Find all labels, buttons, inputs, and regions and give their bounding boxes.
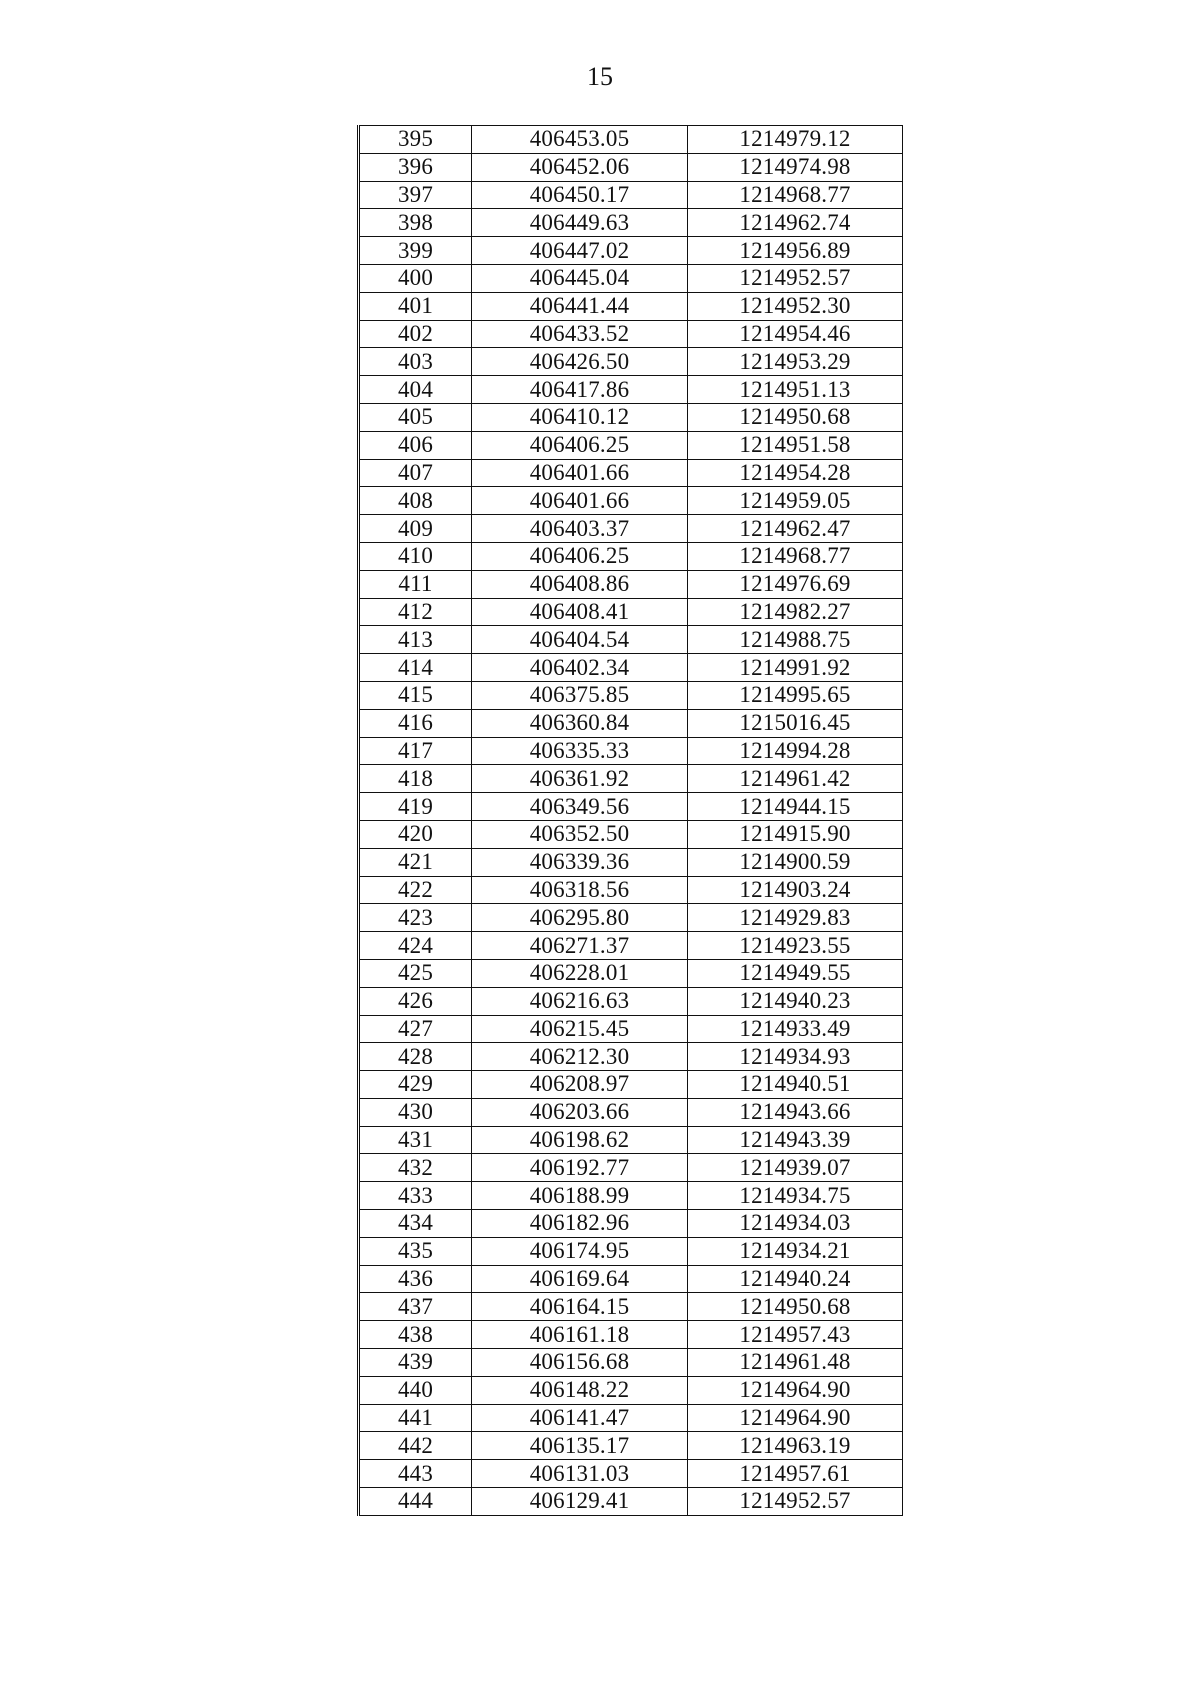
- point-number-cell: 438: [359, 1321, 472, 1349]
- x-coordinate-cell: 406453.05: [472, 126, 688, 154]
- x-coordinate-cell: 406215.45: [472, 1015, 688, 1043]
- point-number-cell: 414: [359, 654, 472, 682]
- x-coordinate-cell: 406417.86: [472, 376, 688, 404]
- y-coordinate-cell: 1214988.75: [688, 626, 903, 654]
- y-coordinate-cell: 1214929.83: [688, 904, 903, 932]
- x-coordinate-cell: 406188.99: [472, 1182, 688, 1210]
- point-number-cell: 412: [359, 598, 472, 626]
- point-number-cell: 411: [359, 570, 472, 598]
- x-coordinate-cell: 406129.41: [472, 1488, 688, 1516]
- point-number-cell: 435: [359, 1237, 472, 1265]
- table-row: [359, 348, 903, 376]
- y-coordinate-cell: 1214963.19: [688, 1432, 903, 1460]
- y-coordinate-cell: 1214957.61: [688, 1460, 903, 1488]
- y-coordinate-cell: 1214957.43: [688, 1321, 903, 1349]
- table-row: [359, 431, 903, 459]
- x-coordinate-cell: 406141.47: [472, 1404, 688, 1432]
- table-row: [359, 403, 903, 431]
- table-row: [359, 153, 903, 181]
- y-coordinate-cell: 1214951.58: [688, 431, 903, 459]
- point-number-cell: 433: [359, 1182, 472, 1210]
- x-coordinate-cell: 406410.12: [472, 403, 688, 431]
- point-number-cell: 416: [359, 709, 472, 737]
- x-coordinate-cell: 406182.96: [472, 1210, 688, 1238]
- point-number-cell: 415: [359, 681, 472, 709]
- x-coordinate-cell: 406208.97: [472, 1071, 688, 1099]
- y-coordinate-cell: 1214982.27: [688, 598, 903, 626]
- y-coordinate-cell: 1214954.46: [688, 320, 903, 348]
- y-coordinate-cell: 1214950.68: [688, 1293, 903, 1321]
- x-coordinate-cell: 406192.77: [472, 1154, 688, 1182]
- table-row: [359, 1098, 903, 1126]
- y-coordinate-cell: 1214959.05: [688, 487, 903, 515]
- point-number-cell: 409: [359, 515, 472, 543]
- point-number-cell: 396: [359, 153, 472, 181]
- table-row: [359, 376, 903, 404]
- x-coordinate-cell: 406161.18: [472, 1321, 688, 1349]
- point-number-cell: 401: [359, 292, 472, 320]
- y-coordinate-cell: 1214961.42: [688, 765, 903, 793]
- table-row: [359, 459, 903, 487]
- y-coordinate-cell: 1214954.28: [688, 459, 903, 487]
- x-coordinate-cell: 406426.50: [472, 348, 688, 376]
- table-row: [359, 987, 903, 1015]
- point-number-cell: 399: [359, 237, 472, 265]
- x-coordinate-cell: 406361.92: [472, 765, 688, 793]
- point-number-cell: 417: [359, 737, 472, 765]
- coordinates-table-body: [359, 126, 903, 1516]
- y-coordinate-cell: 1214962.47: [688, 515, 903, 543]
- y-coordinate-cell: 1214934.21: [688, 1237, 903, 1265]
- y-coordinate-cell: 1214979.12: [688, 126, 903, 154]
- x-coordinate-cell: 406198.62: [472, 1126, 688, 1154]
- y-coordinate-cell: 1214940.51: [688, 1071, 903, 1099]
- y-coordinate-cell: 1215016.45: [688, 709, 903, 737]
- table-row: [359, 126, 903, 154]
- x-coordinate-cell: 406403.37: [472, 515, 688, 543]
- table-row: [359, 1376, 903, 1404]
- point-number-cell: 421: [359, 848, 472, 876]
- table-row: [359, 264, 903, 292]
- point-number-cell: 436: [359, 1265, 472, 1293]
- point-number-cell: 440: [359, 1376, 472, 1404]
- y-coordinate-cell: 1214943.39: [688, 1126, 903, 1154]
- table-row: [359, 1265, 903, 1293]
- table-row: [359, 1015, 903, 1043]
- table-row: [359, 1237, 903, 1265]
- x-coordinate-cell: 406148.22: [472, 1376, 688, 1404]
- x-coordinate-cell: 406408.86: [472, 570, 688, 598]
- table-row: [359, 1043, 903, 1071]
- x-coordinate-cell: 406352.50: [472, 820, 688, 848]
- x-coordinate-cell: 406402.34: [472, 654, 688, 682]
- x-coordinate-cell: 406335.33: [472, 737, 688, 765]
- y-coordinate-cell: 1214950.68: [688, 403, 903, 431]
- page-number: 15: [587, 62, 613, 91]
- table-row: [359, 1321, 903, 1349]
- x-coordinate-cell: 406401.66: [472, 459, 688, 487]
- x-coordinate-cell: 406360.84: [472, 709, 688, 737]
- x-coordinate-cell: 406447.02: [472, 237, 688, 265]
- point-number-cell: 419: [359, 793, 472, 821]
- x-coordinate-cell: 406445.04: [472, 264, 688, 292]
- y-coordinate-cell: 1214900.59: [688, 848, 903, 876]
- x-coordinate-cell: 406406.25: [472, 542, 688, 570]
- y-coordinate-cell: 1214933.49: [688, 1015, 903, 1043]
- point-number-cell: 395: [359, 126, 472, 154]
- x-coordinate-cell: 406452.06: [472, 153, 688, 181]
- point-number-cell: 441: [359, 1404, 472, 1432]
- point-number-cell: 428: [359, 1043, 472, 1071]
- table-row: [359, 932, 903, 960]
- y-coordinate-cell: 1214962.74: [688, 209, 903, 237]
- table-row: [359, 709, 903, 737]
- point-number-cell: 406: [359, 431, 472, 459]
- y-coordinate-cell: 1214944.15: [688, 793, 903, 821]
- table-row: [359, 237, 903, 265]
- table-row: [359, 1404, 903, 1432]
- point-number-cell: 439: [359, 1349, 472, 1377]
- y-coordinate-cell: 1214968.77: [688, 181, 903, 209]
- point-number-cell: 405: [359, 403, 472, 431]
- table-row: [359, 515, 903, 543]
- table-row: [359, 1210, 903, 1238]
- table-row: [359, 320, 903, 348]
- x-coordinate-cell: 406406.25: [472, 431, 688, 459]
- y-coordinate-cell: 1214952.57: [688, 264, 903, 292]
- table-row: [359, 1126, 903, 1154]
- point-number-cell: 429: [359, 1071, 472, 1099]
- point-number-cell: 408: [359, 487, 472, 515]
- y-coordinate-cell: 1214952.30: [688, 292, 903, 320]
- table-row: [359, 654, 903, 682]
- point-number-cell: 432: [359, 1154, 472, 1182]
- point-number-cell: 418: [359, 765, 472, 793]
- table-row: [359, 1432, 903, 1460]
- x-coordinate-cell: 406401.66: [472, 487, 688, 515]
- x-coordinate-cell: 406349.56: [472, 793, 688, 821]
- y-coordinate-cell: 1214934.93: [688, 1043, 903, 1071]
- table-row: [359, 904, 903, 932]
- table-row: [359, 1460, 903, 1488]
- point-number-cell: 426: [359, 987, 472, 1015]
- table-row: [359, 626, 903, 654]
- y-coordinate-cell: 1214915.90: [688, 820, 903, 848]
- point-number-cell: 425: [359, 959, 472, 987]
- point-number-cell: 434: [359, 1210, 472, 1238]
- x-coordinate-cell: 406375.85: [472, 681, 688, 709]
- point-number-cell: 442: [359, 1432, 472, 1460]
- x-coordinate-cell: 406450.17: [472, 181, 688, 209]
- table-row: [359, 1488, 903, 1516]
- x-coordinate-cell: 406433.52: [472, 320, 688, 348]
- x-coordinate-cell: 406318.56: [472, 876, 688, 904]
- x-coordinate-cell: 406228.01: [472, 959, 688, 987]
- table-row: [359, 1293, 903, 1321]
- table-row: [359, 765, 903, 793]
- y-coordinate-cell: 1214934.75: [688, 1182, 903, 1210]
- y-coordinate-cell: 1214994.28: [688, 737, 903, 765]
- y-coordinate-cell: 1214974.98: [688, 153, 903, 181]
- y-coordinate-cell: 1214968.77: [688, 542, 903, 570]
- point-number-cell: 400: [359, 264, 472, 292]
- x-coordinate-cell: 406441.44: [472, 292, 688, 320]
- point-number-cell: 427: [359, 1015, 472, 1043]
- table-row: [359, 1182, 903, 1210]
- point-number-cell: 444: [359, 1488, 472, 1516]
- table-row: [359, 1071, 903, 1099]
- table-row: [359, 1349, 903, 1377]
- x-coordinate-cell: 406408.41: [472, 598, 688, 626]
- point-number-cell: 424: [359, 932, 472, 960]
- y-coordinate-cell: 1214943.66: [688, 1098, 903, 1126]
- table-row: [359, 209, 903, 237]
- table-row: [359, 598, 903, 626]
- x-coordinate-cell: 406131.03: [472, 1460, 688, 1488]
- point-number-cell: 398: [359, 209, 472, 237]
- point-number-cell: 423: [359, 904, 472, 932]
- y-coordinate-cell: 1214961.48: [688, 1349, 903, 1377]
- y-coordinate-cell: 1214964.90: [688, 1404, 903, 1432]
- x-coordinate-cell: 406216.63: [472, 987, 688, 1015]
- point-number-cell: 437: [359, 1293, 472, 1321]
- table-row: [359, 292, 903, 320]
- table-row: [359, 793, 903, 821]
- table-row: [359, 876, 903, 904]
- x-coordinate-cell: 406404.54: [472, 626, 688, 654]
- x-coordinate-cell: 406295.80: [472, 904, 688, 932]
- table-row: [359, 542, 903, 570]
- point-number-cell: 431: [359, 1126, 472, 1154]
- y-coordinate-cell: 1214949.55: [688, 959, 903, 987]
- y-coordinate-cell: 1214964.90: [688, 1376, 903, 1404]
- point-number-cell: 420: [359, 820, 472, 848]
- table-row: [359, 487, 903, 515]
- x-coordinate-cell: 406135.17: [472, 1432, 688, 1460]
- y-coordinate-cell: 1214939.07: [688, 1154, 903, 1182]
- y-coordinate-cell: 1214940.24: [688, 1265, 903, 1293]
- y-coordinate-cell: 1214951.13: [688, 376, 903, 404]
- x-coordinate-cell: 406169.64: [472, 1265, 688, 1293]
- x-coordinate-cell: 406164.15: [472, 1293, 688, 1321]
- y-coordinate-cell: 1214995.65: [688, 681, 903, 709]
- point-number-cell: 422: [359, 876, 472, 904]
- point-number-cell: 410: [359, 542, 472, 570]
- x-coordinate-cell: 406203.66: [472, 1098, 688, 1126]
- point-number-cell: 402: [359, 320, 472, 348]
- y-coordinate-cell: 1214956.89: [688, 237, 903, 265]
- y-coordinate-cell: 1214903.24: [688, 876, 903, 904]
- y-coordinate-cell: 1214934.03: [688, 1210, 903, 1238]
- point-number-cell: 413: [359, 626, 472, 654]
- y-coordinate-cell: 1214923.55: [688, 932, 903, 960]
- x-coordinate-cell: 406339.36: [472, 848, 688, 876]
- x-coordinate-cell: 406271.37: [472, 932, 688, 960]
- x-coordinate-cell: 406174.95: [472, 1237, 688, 1265]
- table-row: [359, 681, 903, 709]
- y-coordinate-cell: 1214953.29: [688, 348, 903, 376]
- table-row: [359, 820, 903, 848]
- table-row: [359, 181, 903, 209]
- table-row: [359, 737, 903, 765]
- x-coordinate-cell: 406156.68: [472, 1349, 688, 1377]
- table-row: [359, 848, 903, 876]
- point-number-cell: 407: [359, 459, 472, 487]
- coordinates-table: [357, 125, 903, 1516]
- y-coordinate-cell: 1214940.23: [688, 987, 903, 1015]
- table-row: [359, 570, 903, 598]
- y-coordinate-cell: 1214952.57: [688, 1488, 903, 1516]
- table-row: [359, 959, 903, 987]
- x-coordinate-cell: 406449.63: [472, 209, 688, 237]
- table-row: [359, 1154, 903, 1182]
- point-number-cell: 397: [359, 181, 472, 209]
- point-number-cell: 443: [359, 1460, 472, 1488]
- point-number-cell: 430: [359, 1098, 472, 1126]
- point-number-cell: 404: [359, 376, 472, 404]
- y-coordinate-cell: 1214991.92: [688, 654, 903, 682]
- point-number-cell: 403: [359, 348, 472, 376]
- x-coordinate-cell: 406212.30: [472, 1043, 688, 1071]
- y-coordinate-cell: 1214976.69: [688, 570, 903, 598]
